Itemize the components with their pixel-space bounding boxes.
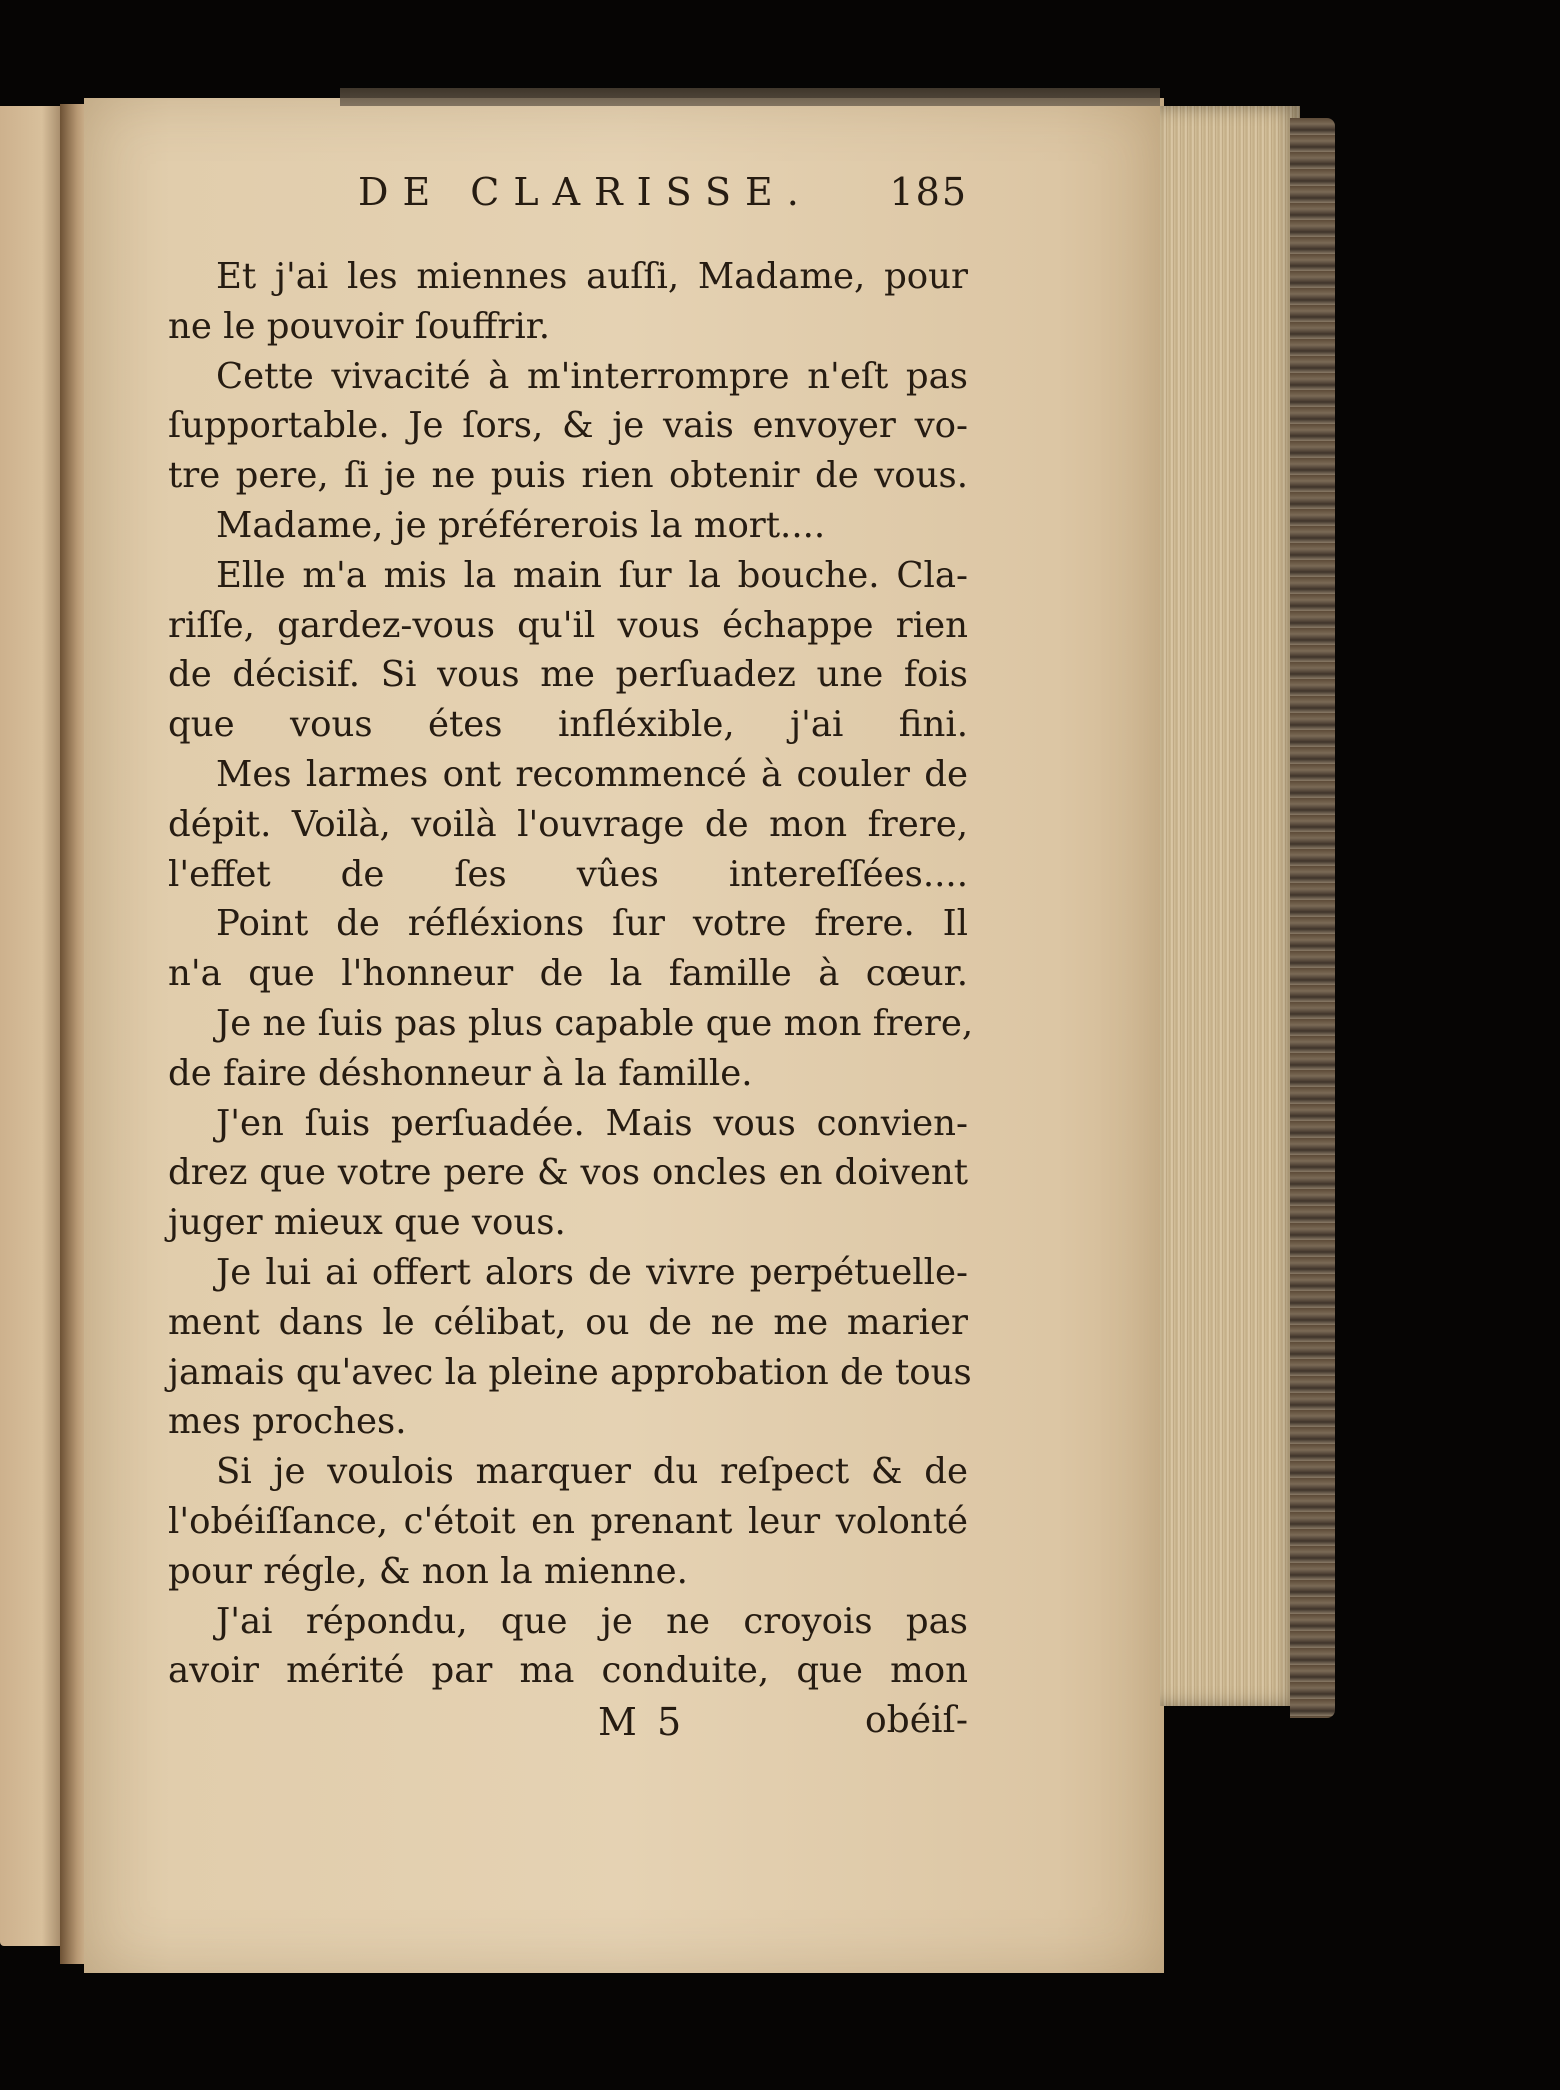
text-line: dépit. Voilà, voilà l'ouvrage de mon frere, xyxy=(168,803,968,845)
text-line: avoir mérité par ma conduite, que mon xyxy=(168,1650,968,1692)
text-line: Cette vivacité à m'interrompre n'eſt pas xyxy=(216,355,968,397)
text-line: n'a que l'honneur de la famille à cœur. xyxy=(168,953,968,995)
text-line: drez que votre pere & vos oncles en doivent xyxy=(168,1152,968,1194)
text-line: l'obéiſſance, c'étoit en prenant leur volonté xyxy=(168,1500,968,1542)
text-line: Mes larmes ont recommencé à couler de xyxy=(216,753,968,795)
text-line: Et j'ai les miennes auſſi, Madame, pour xyxy=(216,256,968,297)
text-line: ſupportable. Je ſors, & je vais envoyer vo- xyxy=(168,405,968,447)
text-line: juger mieux que vous. xyxy=(168,1202,566,1244)
text-line: l'effet de ſes vûes intereſſées.... xyxy=(168,853,968,895)
text-line: pour régle, & non la mienne. xyxy=(168,1550,688,1592)
body-text xyxy=(168,252,974,1696)
text-line: Point de réfléxions ſur votre frere. Il xyxy=(216,903,968,945)
text-line: ne le pouvoir ſouffrir. xyxy=(168,305,551,347)
text-line: Je ne ſuis pas plus capable que mon frere, xyxy=(216,1002,974,1044)
text-line: jamais qu'avec la pleine approbation de tous xyxy=(168,1351,972,1393)
signature-mark: M 5 xyxy=(598,1700,686,1745)
text-line: tre pere, ſi je ne puis rien obtenir de vous. xyxy=(168,455,968,497)
text-line: de décisif. Si vous me perſuadez une fois xyxy=(168,654,968,696)
page-top-edge xyxy=(340,88,1160,106)
running-head-title: DE CLARISSE. xyxy=(358,170,813,214)
text-line: mes proches. xyxy=(168,1401,407,1443)
page-number: 185 xyxy=(889,170,968,214)
text-line: Madame, je préférerois la mort.... xyxy=(216,504,826,546)
text-line: de faire déshonneur à la famille. xyxy=(168,1052,753,1094)
text-line: riſſe, gardez-vous qu'il vous échappe rien xyxy=(168,604,968,646)
page-fore-edge xyxy=(1160,106,1300,1706)
text-line: ment dans le célibat, ou de ne me marier xyxy=(168,1301,968,1343)
catchword: obéiſ- xyxy=(864,1700,968,1742)
text-line: Si je voulois marquer du reſpect & de xyxy=(216,1451,968,1493)
text-line: J'en ſuis perſuadée. Mais vous convien- xyxy=(216,1102,968,1144)
text-line: J'ai répondu, que je ne croyois pas xyxy=(216,1600,968,1642)
book-cover-edge xyxy=(1290,118,1335,1718)
page-footer xyxy=(168,1700,968,1760)
text-line: que vous étes infléxible, j'ai fini. xyxy=(168,704,968,746)
page-text-block xyxy=(168,170,974,1760)
running-head xyxy=(168,170,968,230)
text-line: Elle m'a mis la main ſur la bouche. Cla- xyxy=(216,554,968,596)
text-line: Je lui ai offert alors de vivre perpétuelle- xyxy=(216,1251,968,1293)
